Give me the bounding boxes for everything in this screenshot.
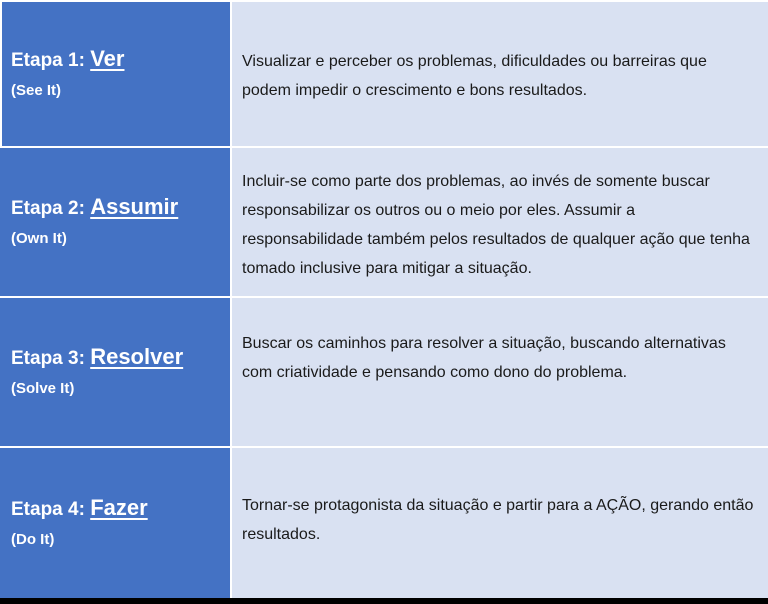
step-4-title [11, 496, 230, 522]
step-2-description: Incluir-se como parte dos problemas, ao invés de somente buscar responsabilizar os outros ou o meio por eles. Assumir a responsabilidade também pelos resultados de qualquer ação que tenha tomado inclusive para mitigar a situação. [242, 173, 750, 277]
step-4-name: Fazer [90, 495, 148, 520]
step-3-english: (Solve It) [11, 380, 75, 397]
step-4-description: Tornar-se protagonista da situação e partir para a AÇÃO, gerando então resultados. [242, 497, 754, 543]
step-2-title [11, 195, 230, 221]
step-3-label-cell [0, 298, 232, 448]
step-3-prefix: Etapa 3: [11, 348, 91, 369]
step-1-label-cell [0, 0, 232, 148]
step-3-description-cell [232, 298, 768, 448]
step-3-description: Buscar os caminhos para resolver a situação, buscando alternativas com criatividade e pensando como dono do problema. [242, 335, 726, 381]
step-1-prefix: Etapa 1: [11, 50, 91, 71]
step-1-description-cell [232, 0, 768, 148]
step-2-english: (Own It) [11, 230, 67, 247]
step-1-english: (See It) [11, 82, 62, 99]
step-4-description-cell [232, 448, 768, 598]
step-1-title [11, 47, 230, 73]
step-2-prefix: Etapa 2: [11, 198, 91, 219]
step-4-label-cell [0, 448, 232, 598]
step-2-name: Assumir [90, 194, 179, 219]
step-2-description-cell [232, 148, 768, 298]
step-2-label-cell [0, 148, 232, 298]
step-1-description: Visualizar e perceber os problemas, dificuldades ou barreiras que podem impedir o crescimento e bons resultados. [242, 53, 707, 99]
step-3-name: Resolver [90, 344, 184, 369]
step-1-name: Ver [90, 46, 125, 71]
step-4-english: (Do It) [11, 531, 55, 548]
step-4-prefix: Etapa 4: [11, 499, 91, 520]
step-3-title [11, 345, 230, 371]
